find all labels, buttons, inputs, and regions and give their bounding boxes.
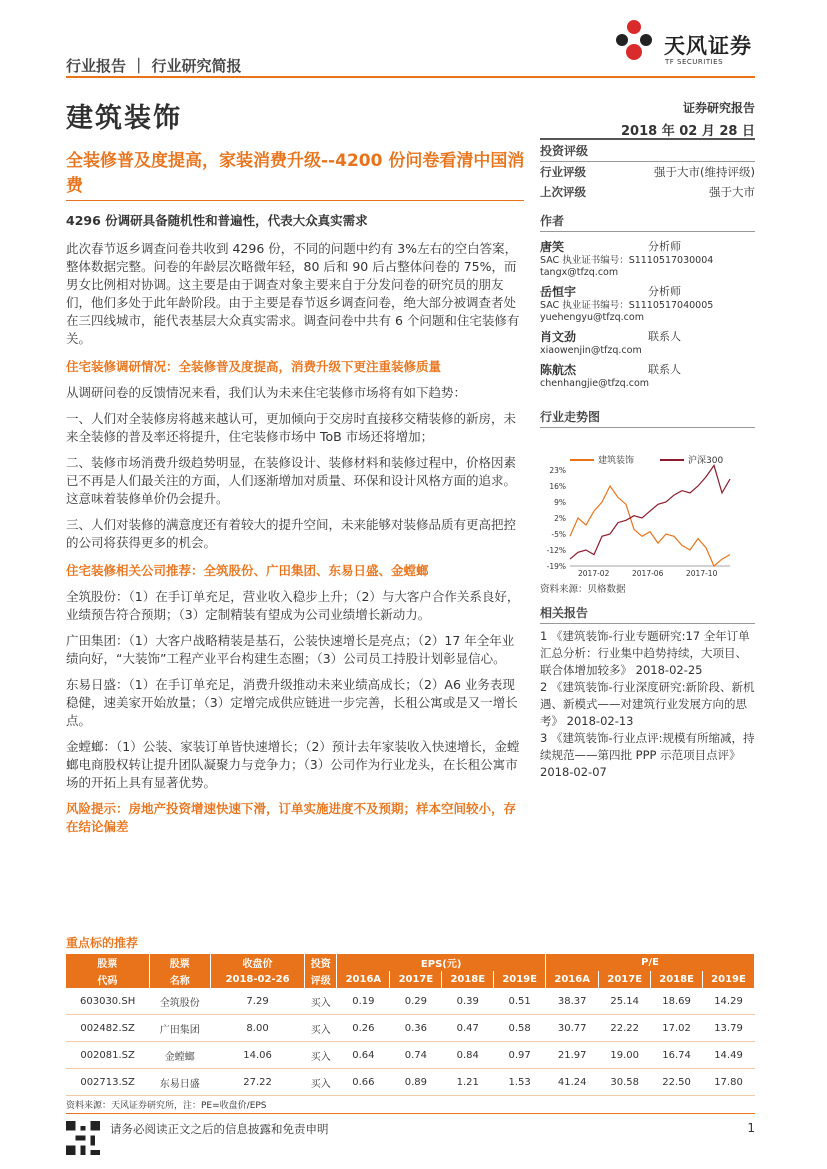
y-tick-label: -19%	[546, 562, 566, 571]
table-row	[66, 988, 755, 1015]
col-header: 2018E	[651, 971, 703, 988]
table-cell: 买入	[305, 1015, 337, 1042]
table-cell: 19.00	[599, 1042, 651, 1069]
industry-rating-row	[540, 162, 755, 182]
author-email[interactable]: tangx@tfzq.com	[540, 267, 619, 278]
y-tick-label: -12%	[546, 546, 566, 555]
author-item	[540, 328, 755, 357]
report-type: 证券研究报告	[682, 101, 755, 115]
main-body	[66, 212, 524, 836]
legend-label: 沪深300	[688, 456, 724, 466]
col-header: 股票	[66, 954, 149, 971]
table-cell: 7.29	[210, 988, 304, 1015]
col-header: 2019E	[703, 971, 755, 988]
y-tick-label: 9%	[554, 498, 566, 507]
author-role: 联系人	[648, 330, 681, 343]
table-cell: 13.79	[703, 1015, 755, 1042]
col-header: 2018E	[442, 971, 494, 988]
table-cell: 16.74	[651, 1042, 703, 1069]
table-cell: 0.66	[337, 1069, 390, 1096]
table-cell: 14.49	[703, 1042, 755, 1069]
col-header: 2016A	[337, 971, 390, 988]
author-email[interactable]: xiaowenjin@tfzq.com	[540, 345, 642, 356]
table-cell: 0.84	[442, 1042, 494, 1069]
table-cell: 8.00	[210, 1015, 304, 1042]
tf-logo-mark-icon	[612, 18, 656, 62]
footer-divider	[66, 1113, 755, 1114]
table-cell: 14.06	[210, 1042, 304, 1069]
table-cell: 0.39	[442, 988, 494, 1015]
section2-heading: 住宅装修调研情况：全装修普及度提高，消费升级下更注重装修质量	[66, 359, 442, 374]
chart-source: 资料来源：贝格数据	[540, 584, 626, 595]
table-cell: 30.77	[546, 1015, 599, 1042]
author-sac: SAC 执业证书编号：S1110517040005	[540, 300, 714, 311]
table-cell: 0.19	[337, 988, 390, 1015]
table-cell: 0.89	[390, 1069, 442, 1096]
col-header: 股票	[149, 954, 210, 971]
table-cell: 17.80	[703, 1069, 755, 1096]
table-cell: 全筑股份	[149, 988, 210, 1015]
related-report-item[interactable]: 1 《建筑装饰-行业专题研究:17 全年订单汇总分析：行业集中趋势持续，大项目、联合体增加较多》 2018-02-25	[540, 629, 750, 677]
table-cell: 002081.SZ	[66, 1042, 149, 1069]
table-cell: 002713.SZ	[66, 1069, 149, 1096]
table-cell: 0.97	[494, 1042, 546, 1069]
col-header: 投资	[305, 954, 337, 971]
col-header: 2016A	[546, 971, 599, 988]
trend-point-1: 一、人们对全装修房将越来越认可，更加倾向于交房时直接移交精装修的新房，未来全装修的普及率还将提升，住宅装修市场中 ToB 市场还将增加；	[66, 411, 517, 444]
section3-heading: 住宅装修相关公司推荐：全筑股份、广田集团、东易日盛、金螳螂	[66, 563, 429, 578]
table-cell: 0.51	[494, 988, 546, 1015]
related-heading: 相关报告	[540, 604, 755, 624]
section1-body: 此次春节返乡调查问卷共收到 4296 份，不同的问题中约有 3%左右的空白答案，整体数据完整。问卷的年龄层次略微年轻，80 后和 90 后占整体问卷的 75%，而男女比例相对协调。这主要是由于调查对象主要来自于分发问卷的研究员的朋友们，他们多处于此年龄阶段。由于主要是春节返乡调查问卷，绝大部分被调查者处在三四线城市，能代表基层大众真实需求。调查问卷中共有 6 个问题和住宅装修有关。	[66, 241, 520, 346]
report-category: 行业报告 ｜ 行业研究简报	[66, 57, 242, 75]
table-cell: 买入	[305, 1069, 337, 1096]
table-source: 资料来源：天风证券研究所，注：PE=收盘价/EPS	[66, 1101, 267, 1111]
section2-intro: 从调研问卷的反馈情况来看，我们认为未来住宅装修市场将有如下趋势：	[66, 385, 467, 400]
col-header: 收盘价	[210, 954, 304, 971]
col-header: 2017E	[390, 971, 442, 988]
trend-heading: 行业走势图	[540, 408, 755, 428]
x-tick-label: 2017-10	[686, 569, 718, 578]
recommendations-title: 重点标的推荐	[66, 936, 139, 950]
col-header-pe: P/E	[546, 954, 755, 971]
risk-warning: 风险提示：房地产投资增速快速下滑，订单实施进度不及预期；样本空间较小，存在结论偏差	[66, 801, 517, 834]
table-cell: 14.29	[703, 988, 755, 1015]
col-header: 评级	[305, 971, 337, 988]
table-cell: 30.58	[599, 1069, 651, 1096]
table-row	[66, 1069, 755, 1096]
footer-disclaimer: 请务必阅读正文之后的信息披露和免责申明	[110, 1122, 329, 1136]
prev-rating-label: 上次评级	[540, 185, 586, 199]
table-cell: 0.64	[337, 1042, 390, 1069]
industry-trend-panel	[540, 408, 755, 596]
col-header: 2017E	[599, 971, 651, 988]
section1-heading: 4296 份调研具备随机性和普遍性，代表大众真实需求	[66, 213, 368, 228]
company-dongyi: 东易日盛：（1）在手订单充足，消费升级推动未来业绩高成长；（2）A6 业务表现稳健，速美家开始放量；（3）定增完成供应链进一步完善，长租公寓或是又一增长点。	[66, 677, 518, 728]
author-name: 唐笑	[540, 240, 565, 254]
prev-rating-row	[540, 182, 755, 202]
legend-label: 建筑装饰	[598, 456, 635, 466]
table-cell: 0.36	[390, 1015, 442, 1042]
rating-heading: 投资评级	[540, 138, 755, 162]
table-cell: 1.53	[494, 1069, 546, 1096]
sector-title: 建筑装饰	[66, 103, 182, 134]
table-cell: 0.29	[390, 988, 442, 1015]
trend-point-2: 二、装修市场消费升级趋势明显，在装修设计、装修材料和装修过程中，价格因素已不再是人们最关注的方面，人们逐渐增加对质量、环保和设计风格方面的追求。这意味着装修单价仍会提升。	[66, 455, 517, 506]
company-jintanglang: 金螳螂：（1）公装、家装订单皆快速增长；（2）预计去年家装收入快速增长，金螳螂电商股权转让提升团队凝聚力与竞争力；（3）公司作为行业龙头，在长租公寓市场的开拓上具有显著优势。	[66, 739, 520, 790]
table-subheader-row	[66, 971, 755, 988]
rating-panel	[540, 138, 755, 202]
author-role: 联系人	[648, 363, 681, 376]
y-tick-label: -5%	[551, 530, 566, 539]
author-name: 陈航杰	[540, 363, 577, 377]
table-cell: 买入	[305, 1042, 337, 1069]
page-number: 1	[747, 1121, 755, 1135]
qr-code-icon	[66, 1121, 100, 1155]
author-item	[540, 283, 755, 324]
recommendations-body	[66, 988, 755, 1096]
report-title: 全装修普及度提高，家装消费升级--4200 份问卷看清中国消费	[66, 151, 525, 196]
x-tick-label: 2017-06	[632, 569, 664, 578]
col-header: 2018-02-26	[210, 971, 304, 988]
industry-rating-value: 强于大市(维持评级)	[654, 165, 755, 179]
author-role: 分析师	[648, 240, 681, 253]
related-report-item[interactable]: 3 《建筑装饰-行业点评:规模有所缩减，持续规范——第四批 PPP 示范项目点评》 2018-02-07	[540, 731, 755, 779]
author-name: 肖文劲	[540, 330, 577, 344]
col-header: 2019E	[494, 971, 546, 988]
table-cell: 27.22	[210, 1069, 304, 1096]
table-cell: 0.47	[442, 1015, 494, 1042]
logo-name-cn: 天风证券	[664, 34, 752, 58]
col-header: 代码	[66, 971, 149, 988]
report-date: 2018 年 02 月 28 日	[621, 124, 755, 139]
table-cell: 广田集团	[149, 1015, 210, 1042]
table-row	[66, 1015, 755, 1042]
col-header: 名称	[149, 971, 210, 988]
table-cell: 买入	[305, 988, 337, 1015]
table-header-row	[66, 954, 755, 971]
table-cell: 0.74	[390, 1042, 442, 1069]
table-cell: 18.69	[651, 988, 703, 1015]
y-tick-label: 16%	[549, 482, 566, 491]
industry-rating-label: 行业评级	[540, 165, 586, 179]
table-cell: 38.37	[546, 988, 599, 1015]
recommendations-section	[66, 934, 755, 1112]
company-quanzhu: 全筑股份：（1）在手订单充足，营业收入稳步上升；（2）与大客户合作关系良好，业绩预告符合预期；（3）定制精装有望成为公司业绩增长新动力。	[66, 589, 520, 622]
table-cell: 21.97	[546, 1042, 599, 1069]
table-cell: 22.50	[651, 1069, 703, 1096]
table-cell: 0.58	[494, 1015, 546, 1042]
authors-heading: 作者	[540, 212, 755, 232]
table-cell: 17.02	[651, 1015, 703, 1042]
table-cell: 东易日盛	[149, 1069, 210, 1096]
author-item	[540, 361, 755, 390]
author-email[interactable]: yuehengyu@tfzq.com	[540, 312, 644, 323]
table-cell: 金螳螂	[149, 1042, 210, 1069]
table-cell: 603030.SH	[66, 988, 149, 1015]
author-item	[540, 238, 755, 279]
trend-point-3: 三、人们对装修的满意度还有着较大的提升空间，未来能够对装修品质有更高把控的公司将获得更多的机会。	[66, 517, 517, 550]
table-cell: 41.24	[546, 1069, 599, 1096]
x-tick-label: 2017-02	[578, 569, 610, 578]
logo-name-en: TF SECURITIES	[665, 58, 724, 66]
recommendations-table	[66, 954, 755, 1096]
y-tick-label: 23%	[549, 466, 566, 475]
related-report-item[interactable]: 2 《建筑装饰-行业深度研究:新阶段、新机遇、新模式——对建筑行业发展方向的思考》 2018-02-13	[540, 680, 755, 728]
author-role: 分析师	[648, 285, 681, 298]
col-header-eps: EPS(元)	[337, 954, 546, 971]
table-row	[66, 1042, 755, 1069]
title-divider	[66, 200, 524, 201]
trend-chart	[540, 428, 755, 578]
company-guangtian: 广田集团：（1）大客户战略精装是基石，公装快速增长是亮点；（2）17 年全年业绩向好，“大装饰”工程产业平台构建生态圈；（3）公司员工持股计划彰显信心。	[66, 633, 515, 666]
author-sac: SAC 执业证书编号：S1110517030004	[540, 255, 714, 266]
author-name: 岳恒宇	[540, 285, 577, 299]
y-tick-label: 2%	[554, 514, 566, 523]
author-email[interactable]: chenhangjie@tfzq.com	[540, 378, 650, 389]
table-cell: 22.22	[599, 1015, 651, 1042]
table-cell: 0.26	[337, 1015, 390, 1042]
table-cell: 002482.SZ	[66, 1015, 149, 1042]
prev-rating-value: 强于大市	[709, 185, 755, 199]
authors-panel	[540, 212, 755, 390]
related-reports-panel	[540, 604, 755, 781]
table-cell: 1.21	[442, 1069, 494, 1096]
header-divider	[66, 76, 755, 78]
table-cell: 25.14	[599, 988, 651, 1015]
